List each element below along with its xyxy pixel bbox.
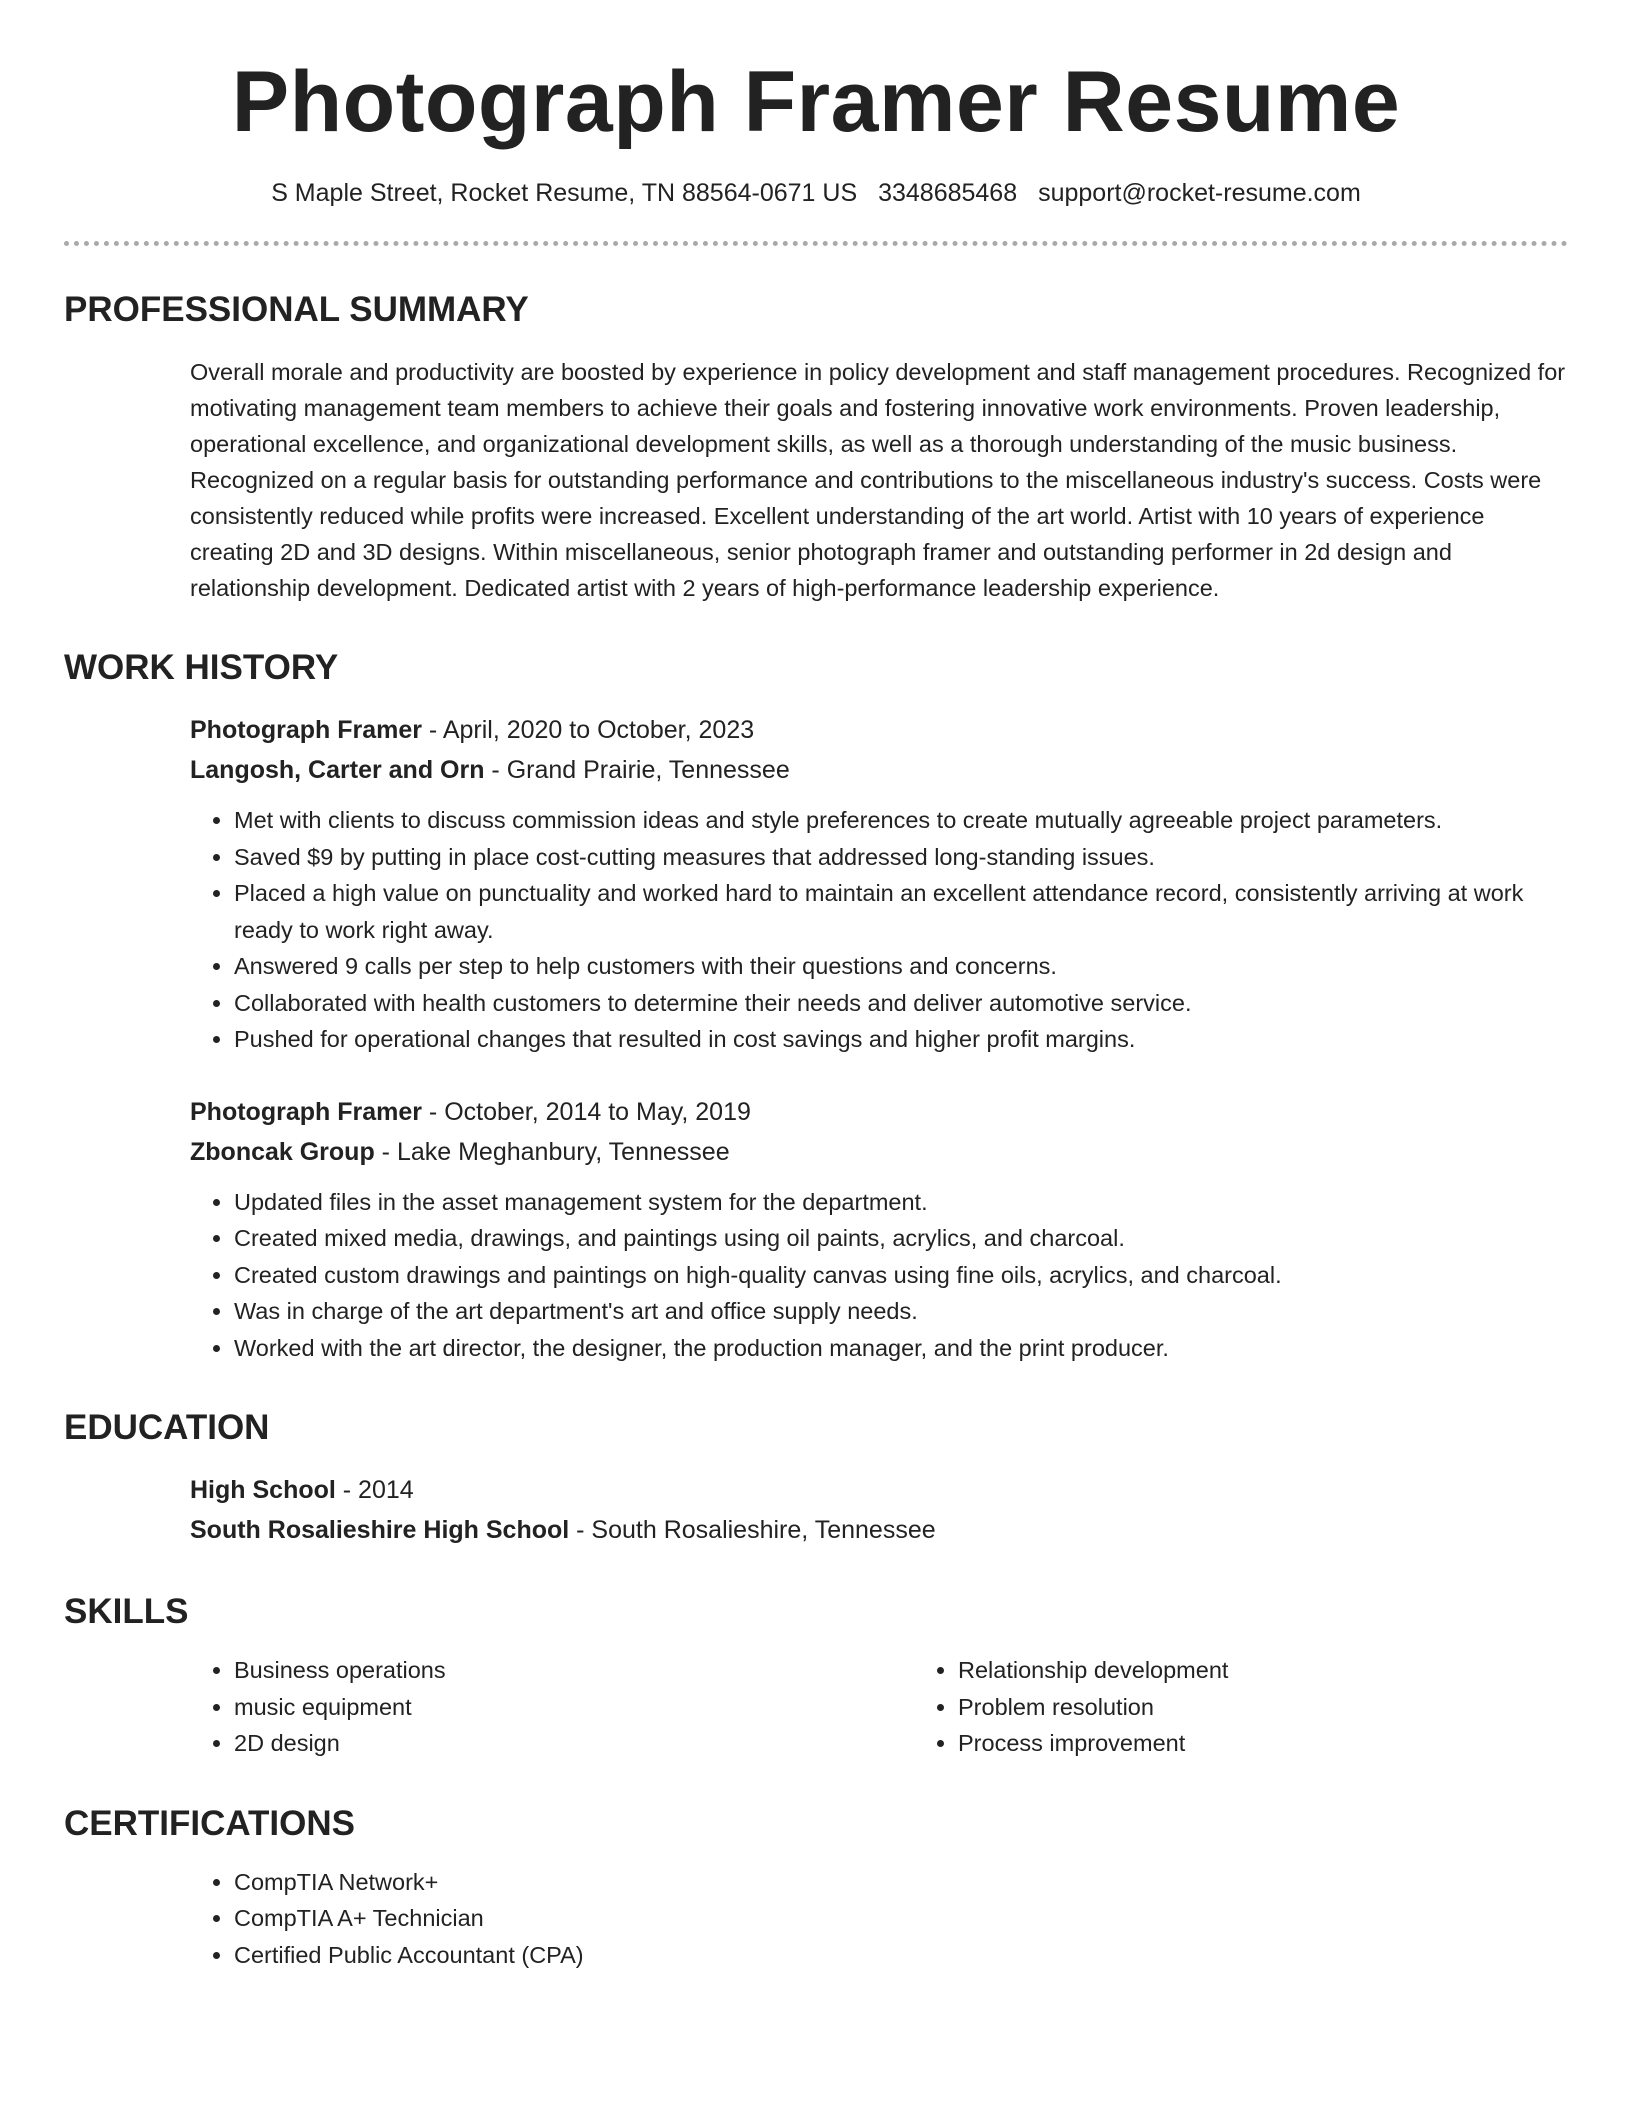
section-title-summary: PROFESSIONAL SUMMARY bbox=[64, 290, 529, 329]
professional-summary-section bbox=[64, 288, 1568, 606]
section-title-education: EDUCATION bbox=[64, 1408, 270, 1447]
contact-address: S Maple Street, Rocket Resume, TN 88564-0671 US bbox=[271, 179, 858, 207]
list-item: • Placed a high value on punctuality and worked hard to maintain an excellent attendance record, consistently arriving at work ready to work right away. bbox=[234, 875, 1568, 948]
list-item: • Worked with the art director, the designer, the production manager, and the print producer. bbox=[234, 1330, 1568, 1367]
section-title-skills: SKILLS bbox=[64, 1592, 189, 1631]
contact-email: support@rocket-resume.com bbox=[1038, 179, 1361, 207]
work-history-section bbox=[64, 646, 1568, 1366]
header-divider bbox=[64, 241, 1568, 246]
certifications-section bbox=[64, 1802, 1568, 1974]
job-entry bbox=[190, 1092, 1568, 1367]
education-school: South Rosalieshire High School bbox=[190, 1516, 570, 1544]
list-item: • 2D design bbox=[234, 1725, 914, 1762]
list-item: • Created mixed media, drawings, and paintings using oil paints, acrylics, and charcoal. bbox=[234, 1220, 1568, 1257]
list-item: • Saved $9 by putting in place cost-cutting measures that addressed long-standing issues. bbox=[234, 839, 1568, 876]
job-company-line bbox=[190, 750, 1568, 790]
education-degree-line bbox=[190, 1470, 1568, 1510]
list-item: • CompTIA Network+ bbox=[234, 1864, 1568, 1901]
list-item: • Process improvement bbox=[958, 1725, 1632, 1762]
education-section bbox=[64, 1406, 1568, 1550]
list-item: • Problem resolution bbox=[958, 1689, 1632, 1726]
list-item: • Created custom drawings and paintings on high-quality canvas using fine oils, acrylics, and charcoal. bbox=[234, 1257, 1568, 1294]
education-year: - 2014 bbox=[335, 1476, 414, 1504]
list-item: • Certified Public Accountant (CPA) bbox=[234, 1937, 1568, 1974]
list-item: • Was in charge of the art department's art and office supply needs. bbox=[234, 1293, 1568, 1330]
certifications-list bbox=[190, 1864, 1568, 1974]
job-company: Langosh, Carter and Orn bbox=[190, 756, 485, 784]
section-title-certifications: CERTIFICATIONS bbox=[64, 1803, 356, 1843]
job-position: Photograph Framer bbox=[190, 716, 422, 744]
education-school-line bbox=[190, 1510, 1568, 1550]
skills-list-left bbox=[190, 1652, 914, 1762]
job-title-line bbox=[190, 710, 1568, 750]
list-item: • Met with clients to discuss commission ideas and style preferences to create mutually agreeable project parameters. bbox=[234, 802, 1568, 839]
job-bullets bbox=[190, 1184, 1568, 1367]
skills-section bbox=[64, 1590, 1568, 1762]
list-item: • Answered 9 calls per step to help customers with their questions and concerns. bbox=[234, 948, 1568, 985]
job-dates: - April, 2020 to October, 2023 bbox=[421, 716, 755, 744]
skills-grid bbox=[190, 1652, 1568, 1762]
list-item: • CompTIA A+ Technician bbox=[234, 1900, 1568, 1937]
job-entry bbox=[190, 710, 1568, 1058]
job-dates: - October, 2014 to May, 2019 bbox=[421, 1097, 751, 1126]
job-company-line bbox=[190, 1132, 1568, 1172]
section-title-work: WORK HISTORY bbox=[64, 648, 339, 687]
job-location: - Grand Prairie, Tennessee bbox=[484, 756, 790, 784]
contact-line bbox=[64, 176, 1568, 210]
list-item: • Collaborated with health customers to determine their needs and deliver automotive service. bbox=[234, 985, 1568, 1022]
education-entry bbox=[190, 1470, 1568, 1550]
education-location: - South Rosalieshire, Tennessee bbox=[569, 1516, 936, 1544]
list-item: • Updated files in the asset management system for the department. bbox=[234, 1184, 1568, 1221]
education-degree: High School bbox=[190, 1476, 336, 1504]
contact-phone: 3348685468 bbox=[878, 179, 1018, 207]
job-company: Zboncak Group bbox=[190, 1137, 375, 1166]
job-position: Photograph Framer bbox=[190, 1097, 422, 1126]
job-location: - Lake Meghanbury, Tennessee bbox=[374, 1137, 730, 1166]
resume-header bbox=[64, 0, 1568, 246]
list-item: • music equipment bbox=[234, 1689, 914, 1726]
list-item: • Business operations bbox=[234, 1652, 914, 1689]
job-title-line bbox=[190, 1092, 1568, 1132]
list-item: • Relationship development bbox=[958, 1652, 1632, 1689]
resume-title: Photograph Framer Resume bbox=[231, 54, 1401, 150]
summary-text: Overall morale and productivity are boosted by experience in policy development and staff management procedures. Recognized for motivating management team members to achieve their goals and fostering innovative work environments. Proven leadership, operational excellence, and organizational development skills, as well as a thorough understanding of the music business. Recognized on a regular basis for outstanding performance and contributions to the miscellaneous industry's success. Costs were consistently reduced while profits were increased. Excellent understanding of the art world. Artist with 10 years of experience creating 2D and 3D designs. Within miscellaneous, senior photograph framer and outstanding performer in 2d design and relationship development. Dedicated artist with 2 years of high-performance leadership experience. bbox=[190, 359, 1566, 601]
certifications-entry bbox=[190, 1864, 1568, 1974]
list-item: • Pushed for operational changes that resulted in cost savings and higher profit margins. bbox=[234, 1021, 1568, 1058]
skills-list-right bbox=[914, 1652, 1632, 1762]
job-bullets bbox=[190, 802, 1568, 1058]
